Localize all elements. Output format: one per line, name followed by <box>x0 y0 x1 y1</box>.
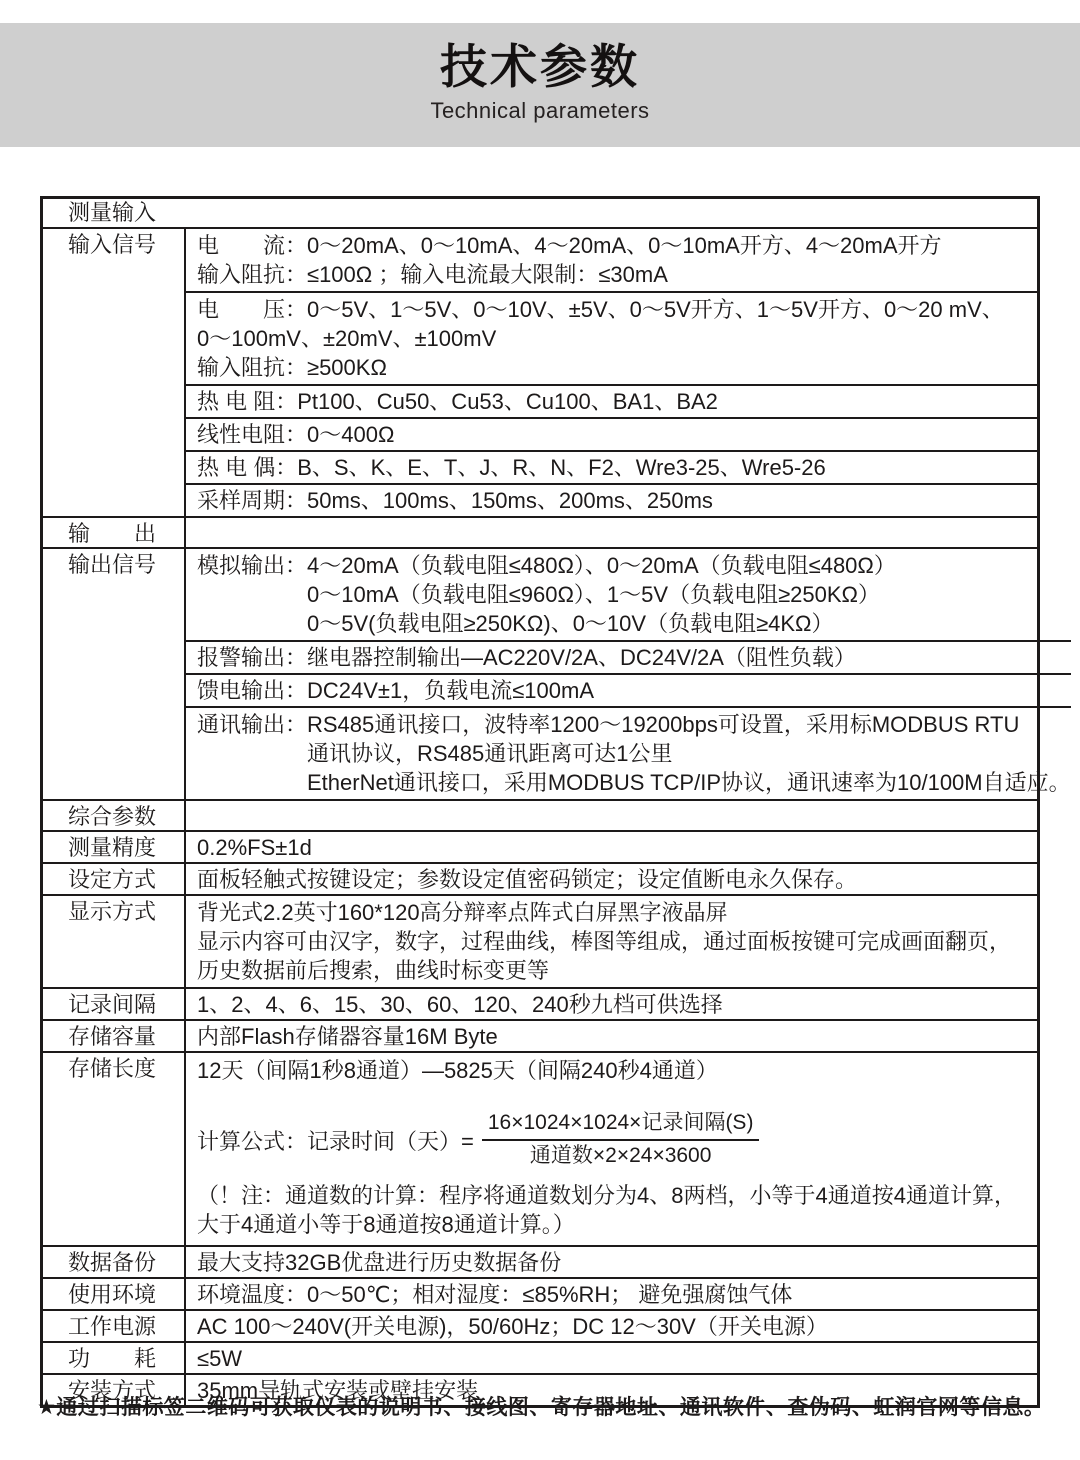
spec-line: 报警输出：继电器控制输出—AC220V/2A、DC24V/2A（阻性负载） <box>197 645 856 670</box>
row-label: 安装方式 <box>43 1375 186 1405</box>
spec-line: 输入阻抗：≥500KΩ <box>197 355 387 380</box>
row-label: 存储长度 <box>43 1053 186 1245</box>
spec-line: 热 电 阻：Pt100、Cu50、Cu53、Cu100、BA1、BA2 <box>197 389 718 414</box>
row-value: 最大支持32GB优盘进行历史数据备份 <box>197 1250 562 1275</box>
row-output-signal <box>43 547 1071 799</box>
row-accuracy <box>43 830 1037 862</box>
sub-voltage <box>186 291 1037 384</box>
row-input-signal <box>43 227 1037 516</box>
row-value: 0.2%FS±1d <box>197 835 312 860</box>
row-label: 工作电源 <box>43 1311 186 1341</box>
row-label: 测量精度 <box>43 832 186 862</box>
sub-comm-output <box>186 706 1071 799</box>
row-power-supply <box>43 1309 1037 1341</box>
storage-note <box>197 1181 1037 1239</box>
row-data-backup <box>43 1245 1037 1277</box>
row-setting <box>43 862 1037 894</box>
sub-linear-resistance <box>186 417 1037 450</box>
sub-feed-output <box>186 673 1071 706</box>
row-label: 记录间隔 <box>43 989 186 1019</box>
note-line: 大于4通道小等于8通道按8通道计算。） <box>197 1212 575 1237</box>
storage-formula <box>197 1109 1037 1171</box>
row-value <box>186 896 1037 987</box>
page-subtitle: Technical parameters <box>430 98 650 123</box>
row-display <box>43 894 1037 987</box>
row-value: 环境温度：0～50℃；相对湿度：≤85%RH； 避免强腐蚀气体 <box>197 1282 793 1307</box>
spec-line: 背光式2.2英寸160*120高分辩率点阵式白屏黑字液晶屏 <box>197 900 728 925</box>
sub-rtd <box>186 384 1037 417</box>
formula-denominator: 通道数×2×24×3600 <box>529 1144 712 1167</box>
row-label: 输出信号 <box>43 549 186 799</box>
spec-line: 历史数据前后搜索，曲线时标变更等 <box>197 958 550 983</box>
row-label: 显示方式 <box>43 896 186 987</box>
row-label: 使用环境 <box>43 1279 186 1309</box>
spec-line: 采样周期：50ms、100ms、150ms、200ms、250ms <box>197 488 713 513</box>
empty-cell <box>186 801 1037 830</box>
spec-line: 0～100mV、±20mV、±100mV <box>197 326 497 351</box>
spec-line: 线性电阻：0～400Ω <box>197 422 395 447</box>
row-record-interval <box>43 987 1037 1019</box>
spec-line: 电 压：0～5V、1～5V、0～10V、±5V、0～5V开方、1～5V开方、0～20 mV、 <box>197 297 1004 322</box>
output-signal-specs <box>186 549 1071 799</box>
spec-table <box>40 196 1071 1408</box>
spec-line: 热 电 偶：B、S、K、E、T、J、R、N、F2、Wre3-25、Wre5-26 <box>197 455 826 480</box>
storage-length-content <box>186 1053 1037 1245</box>
spec-line: 输入阻抗：≤100Ω ；输入电流最大限制：≤30mA <box>197 262 668 287</box>
formula-numerator: 16×1024×1024×记录间隔(S) <box>482 1109 760 1141</box>
sub-sampling-period <box>186 483 1037 516</box>
spec-line: 通讯协议，RS485通讯距离可达1公里 <box>307 741 673 766</box>
page-title: 技术参数 <box>440 40 640 93</box>
sub-current <box>186 229 1037 291</box>
row-label: 设定方式 <box>43 864 186 894</box>
spec-line: 馈电输出：DC24V±1，负载电流≤100mA <box>197 678 595 703</box>
header-band <box>0 23 1080 147</box>
section-row-output <box>43 516 1037 547</box>
spec-line: 通讯输出：RS485通讯接口，波特率1200～19200bps可设置，采用标MODBUS RTU <box>197 712 1020 737</box>
spec-line: 显示内容可由汉字，数字，过程曲线，棒图等组成，通过面板按键可完成画面翻页， <box>197 929 1012 954</box>
row-value: 1、2、4、6、15、30、60、120、240秒九档可供选择 <box>197 992 723 1017</box>
input-signal-specs <box>186 229 1037 516</box>
row-storage-capacity <box>43 1019 1037 1051</box>
row-environment <box>43 1277 1037 1309</box>
row-value: 面板轻触式按键设定；参数设定值密码锁定；设定值断电永久保存。 <box>197 867 858 892</box>
footer-note: ★通过扫描标签二维码可获取仪表的说明书、接线图、寄存器地址、通讯软件、查伪码、虹润官网等信息。 <box>37 1396 1046 1419</box>
row-label: 功 耗 <box>43 1343 186 1373</box>
spec-line: EtherNet通讯接口，采用MODBUS TCP/IP协议，通讯速率为10/100M自适应。 <box>307 770 1071 795</box>
section-row-general <box>43 799 1037 830</box>
row-power-consumption <box>43 1341 1037 1373</box>
spec-line: 模拟输出：4～20mA（负载电阻≤480Ω）、0～20mA（负载电阻≤480Ω） <box>197 553 896 578</box>
row-label: 输入信号 <box>43 229 186 516</box>
section-title: 综合参数 <box>43 801 186 830</box>
row-value: 内部Flash存储器容量16M Byte <box>197 1024 498 1049</box>
row-label: 数据备份 <box>43 1247 186 1277</box>
storage-range: 12天（间隔1秒8通道）—5825天（间隔240秒4通道） <box>197 1058 718 1083</box>
section-title: 输 出 <box>43 518 186 547</box>
row-storage-length <box>43 1051 1037 1245</box>
formula-label: 计算公式：记录时间（天）= <box>197 1128 474 1154</box>
note-line: （！注：通道数的计算：程序将通道数划分为4、8两档，小等于4通道按4通道计算， <box>197 1183 1016 1208</box>
section-title: 测量输入 <box>68 200 157 225</box>
spec-line: 0～5V(负载电阻≥250KΩ)、0～10V（负载电阻≥4KΩ） <box>307 611 834 636</box>
empty-cell <box>186 518 1037 547</box>
spec-line: 电 流：0～20mA、0～10mA、4～20mA、0～10mA开方、4～20mA开方 <box>197 233 942 258</box>
formula-fraction <box>482 1109 760 1171</box>
sub-alarm-output <box>186 640 1071 673</box>
sub-thermocouple <box>186 450 1037 483</box>
section-row-measure-input <box>43 199 1037 227</box>
row-label: 存储容量 <box>43 1021 186 1051</box>
spec-line: 0～10mA（负载电阻≤960Ω）、1～5V（负载电阻≥250KΩ） <box>307 582 880 607</box>
sub-analog-output <box>186 549 1071 640</box>
row-value: AC 100～240V(开关电源)，50/60Hz；DC 12～30V（开关电源） <box>197 1314 828 1339</box>
row-value: 35mm导轨式安装或壁挂安装 <box>197 1378 479 1403</box>
row-value: ≤5W <box>197 1346 243 1371</box>
